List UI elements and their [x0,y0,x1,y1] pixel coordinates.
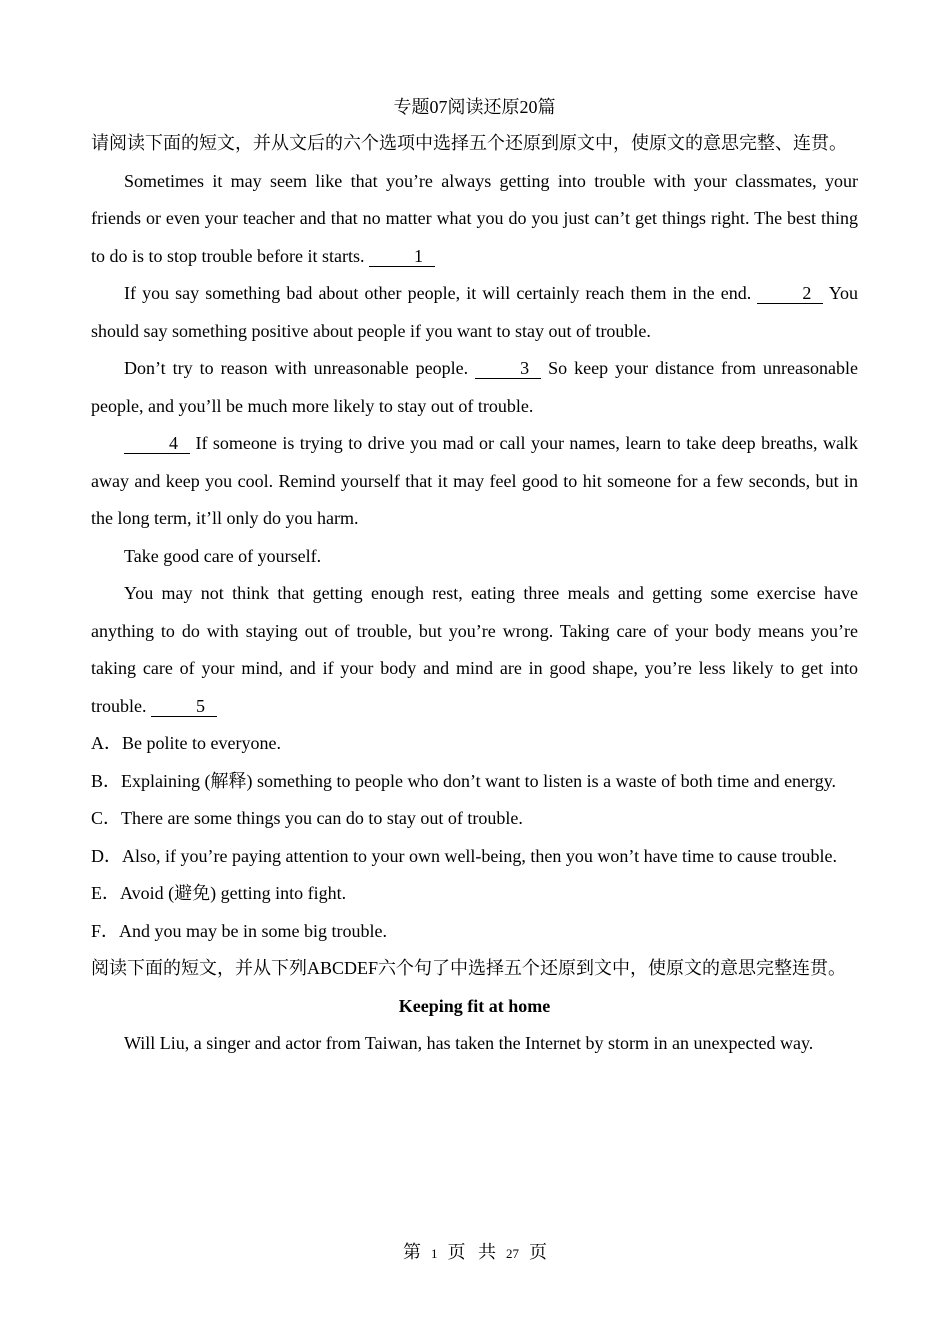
option-d: D．Also, if you’re paying attention to your own well-being, then you won’t have time to cause trouble. [91,845,838,866]
footer-gong: 共 [478,1242,496,1262]
option-f: F．And you may be in some big trouble. [91,920,387,941]
document-page [91,92,858,1062]
option-e: E．Avoid (避免) getting into fight. [91,883,347,903]
paragraph-text: You may not think that getting enough rest, eating three meals and getting some exercise have anything to do with staying out of trouble, but you’re wrong. Taking care of your body means you’re taking care of your mind, and if your body and mind are in good shape, you’re less likely to get into trouble. [91,583,858,716]
passage2-heading: Keeping fit at home [398,995,551,1016]
paragraph-text: If you say something bad about other people, it will certainly reach them in the end. [124,283,752,303]
passage1-paragraph-2 [91,275,858,350]
paragraph-text: So keep your distance from unreasonable people, and you’ll be much more likely to stay out of trouble. [91,358,858,416]
paragraph-text: You should say something positive about people if you want to stay out of trouble. [91,283,859,341]
instruction-1: 请阅读下面的短文，并从文后的六个选项中选择五个还原到原文中，使原文的意思完整、连贯。 [91,133,847,153]
footer-ye2: 页 [529,1242,547,1262]
paragraph-text: If someone is trying to drive you mad or call your names, learn to take deep breaths, walk away and keep you cool. Remind yourself that it may feel good to hit someone for a few seconds, but in the long term, it’ll only do you harm. [91,433,859,528]
option-a: A．Be polite to everyone. [91,733,281,753]
passage1-paragraph-1 [91,163,858,276]
option-c: C．There are some things you can do to stay out of trouble. [91,808,523,828]
blank-2: 2 [757,283,823,304]
document-title: 专题07阅读还原20篇 [393,97,556,117]
passage1-paragraph-3 [91,350,858,425]
paragraph-text: Sometimes it may seem like that you’re always getting into trouble with your classmates, your friends or even your teacher and that no matter what you do you just can’t get things right. The best thing to do is to stop trouble before it starts. [91,170,858,266]
instruction-2: 阅读下面的短文，并从下列ABCDEF六个句了中选择五个还原到文中，使原文的意思完整连贯。 [91,958,847,978]
footer-total-pages: 27 [506,1246,519,1261]
footer-di: 第 [403,1242,421,1262]
footer-ye: 页 [447,1242,466,1262]
passage1-paragraph-5: Take good care of yourself. [124,545,322,566]
passage1-paragraph-6 [91,575,858,725]
blank-4: 4 [124,433,190,454]
page-footer [0,1238,950,1264]
blank-1: 1 [369,246,435,267]
blank-3: 3 [475,358,541,379]
paragraph-text: Don’t try to reason with unreasonable people. [124,358,469,378]
footer-page-number: 1 [431,1246,438,1261]
blank-5: 5 [151,696,217,717]
passage1-paragraph-4 [91,425,858,538]
option-b: B．Explaining (解释) something to people who don’t want to listen is a waste of both time and energy. [91,770,837,791]
passage2-paragraph-1: Will Liu, a singer and actor from Taiwan, has taken the Internet by storm in an unexpected way. [124,1032,814,1053]
